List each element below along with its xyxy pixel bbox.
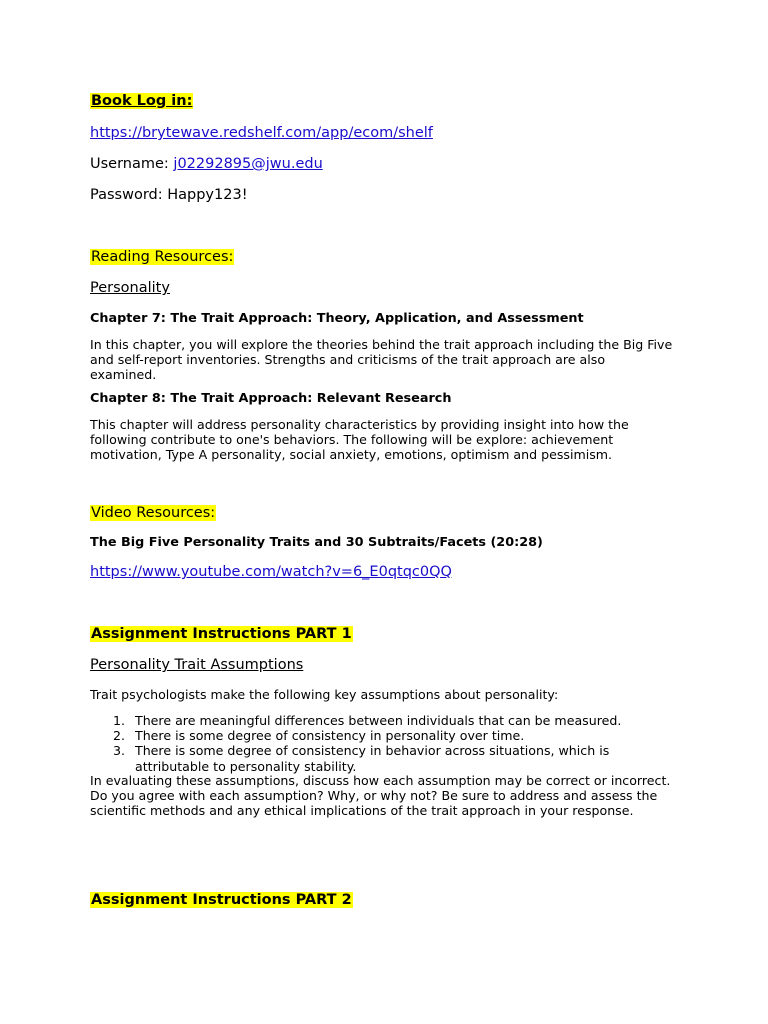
list-item-text: attributable to personality stability. — [135, 758, 357, 774]
list-item-text: There is some degree of consistency in personality over time. — [135, 728, 525, 744]
chapter7-line: examined. — [90, 367, 157, 383]
part1-closing — [90, 773, 690, 819]
personality-subheading: Personality — [90, 280, 170, 296]
chapter8-line: motivation, Type A personality, social anxiety, emotions, optimism and pessimism. — [90, 447, 613, 463]
chapter8-line: following contribute to one's behaviors. The following will be explore: achievement — [90, 432, 614, 448]
chapter8-title: Chapter 8: The Trait Approach: Relevant Research — [90, 391, 452, 406]
list-item — [90, 728, 690, 743]
list-item — [90, 713, 690, 728]
chapter8-line: This chapter will address personality characteristics by providing insight into how the — [90, 417, 629, 432]
part1-subheading: Personality Trait Assumptions — [90, 657, 304, 673]
closing-line: scientific methods and any ethical implications of the trait approach in your response. — [90, 803, 634, 819]
password-line — [90, 186, 248, 204]
chapter8-description — [90, 417, 690, 463]
part2-heading: Assignment Instructions PART 2 — [91, 892, 352, 908]
video-title: The Big Five Personality Traits and 30 Subtraits/Facets (20:28) — [90, 535, 543, 550]
video-resources-heading: Video Resources: — [91, 505, 216, 521]
username-line — [90, 155, 323, 173]
part1-intro: Trait psychologists make the following key assumptions about personality: — [90, 687, 559, 702]
book-log-heading: Book Log in: — [91, 93, 193, 109]
username-label: Username: — [90, 156, 169, 172]
video-url-line — [90, 563, 452, 581]
chapter7-description — [90, 337, 690, 383]
youtube-link[interactable]: https://www.youtube.com/watch?v=6_E0qtqc0QQ — [90, 564, 452, 580]
chapter7-line: In this chapter, you will explore the theories behind the trait approach including the Big Five — [90, 337, 673, 352]
assumptions-list — [90, 713, 690, 774]
password-label: Password: — [90, 187, 163, 203]
chapter7-line: and self-report inventories. Strengths and criticisms of the trait approach are also — [90, 352, 606, 368]
username-email-link[interactable]: j02292895@jwu.edu — [173, 156, 323, 172]
book-log-url-line — [90, 124, 433, 142]
list-item — [90, 743, 690, 773]
chapter7-title: Chapter 7: The Trait Approach: Theory, Application, and Assessment — [90, 311, 584, 326]
list-item-text: There is some degree of consistency in behavior across situations, which is — [135, 743, 610, 759]
list-number: 2. — [113, 728, 126, 744]
list-number: 1. — [113, 713, 126, 728]
list-item-text: There are meaningful differences between individuals that can be measured. — [135, 713, 622, 728]
brytewave-link[interactable]: https://brytewave.redshelf.com/app/ecom/shelf — [90, 125, 433, 141]
reading-resources-heading: Reading Resources: — [91, 249, 234, 265]
list-number: 3. — [113, 743, 126, 759]
closing-line: Do you agree with each assumption? Why, or why not? Be sure to address and assess the — [90, 788, 658, 804]
closing-line: In evaluating these assumptions, discuss how each assumption may be correct or incorrect. — [90, 773, 671, 788]
password-value: Happy123! — [167, 187, 248, 203]
part1-heading: Assignment Instructions PART 1 — [91, 626, 352, 642]
